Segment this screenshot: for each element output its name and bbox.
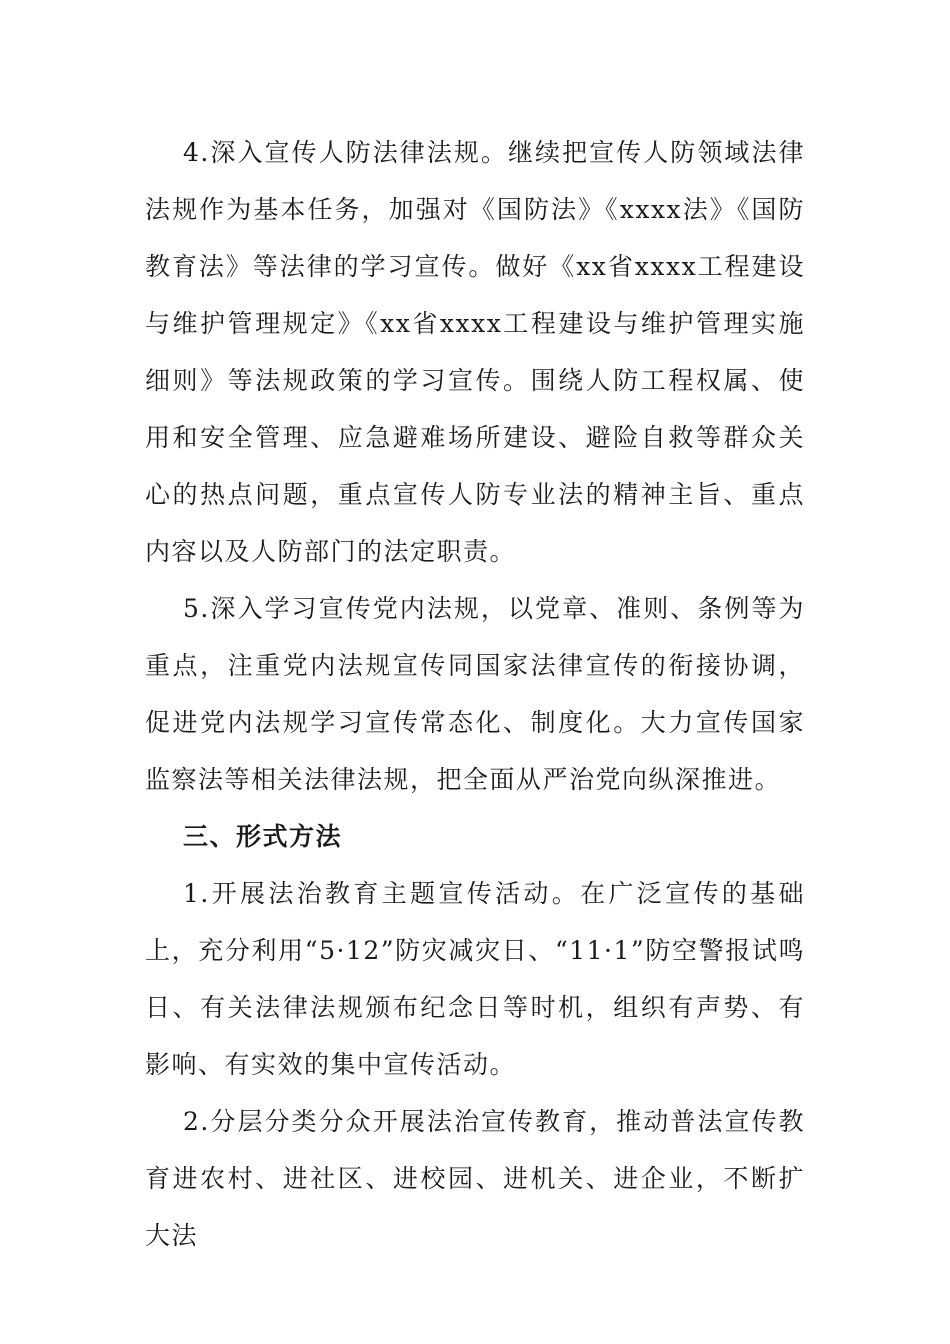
paragraph-item-5: 5.深入学习宣传党内法规，以党章、准则、条例等为重点，注重党内法规宣传同国家法律宣传的衔接协调，促进党内法规学习宣传常态化、制度化。大力宣传国家监察法等相关法律法规，把全面从严治党向纵深推进。 xyxy=(145,594,805,794)
paragraph-item-1: 1.开展法治教育主题宣传活动。在广泛宣传的基础上，充分利用“5·12”防灾减灾日、“11·1”防空警报试鸣日、有关法律法规颁布纪念日等时机，组织有声势、有影响、有实效的集中宣传活动。 xyxy=(145,879,805,1079)
paragraph-item-4: 4.深入宣传人防法律法规。继续把宣传人防领域法律法规作为基本任务，加强对《国防法》《xxxx法》《国防教育法》等法律的学习宣传。做好《xx省xxxx工程建设与维护管理规定》《xx省xxxx工程建设与维护管理实施细则》等法规政策的学习宣传。围绕人防工程权属、使用和安全管理、应急避难场所建设、避险自救等群众关心的热点问题，重点宣传人防专业法的精神主旨、重点内容以及人防部门的法定职责。 xyxy=(145,138,805,566)
paragraph-item-2: 2.分层分类分众开展法治宣传教育，推动普法宣传教育进农村、进社区、进校园、进机关、进企业，不断扩大法 xyxy=(145,1107,805,1250)
section-heading-methods: 三、形式方法 xyxy=(183,822,343,851)
document-body xyxy=(145,124,805,1264)
